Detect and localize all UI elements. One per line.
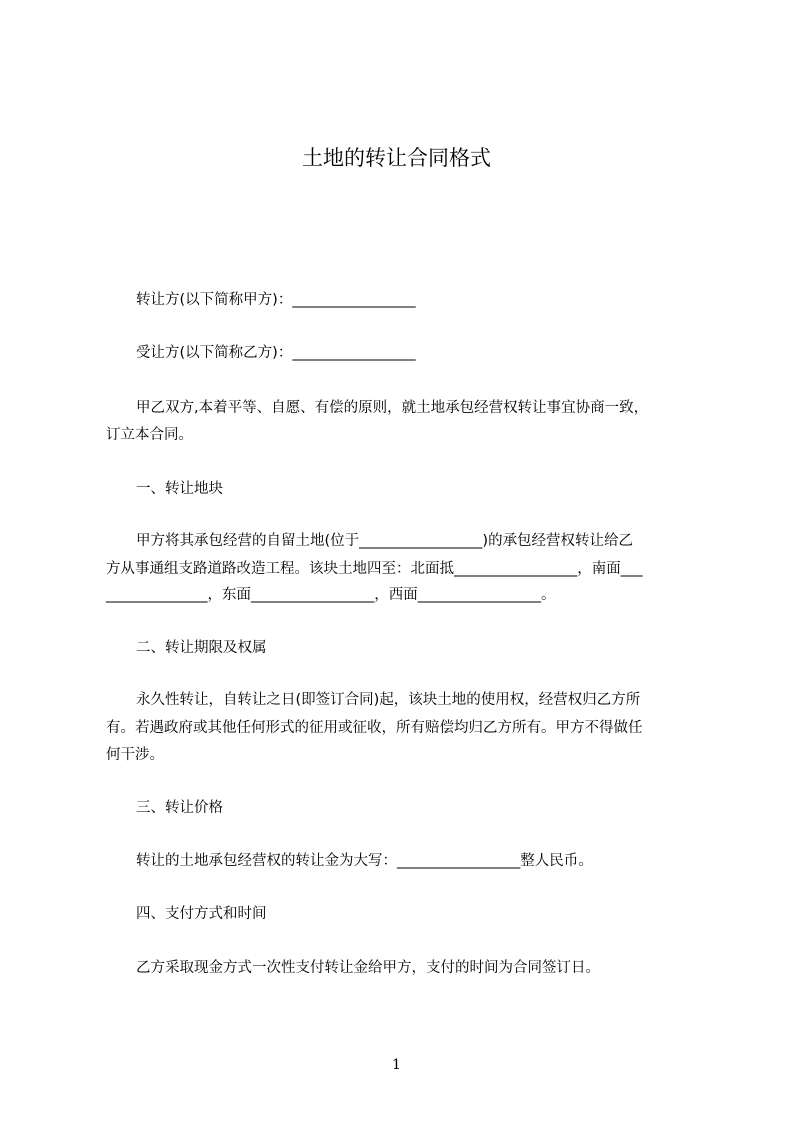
section1-line-2: 方从事通组支路道路改造工程。该块土地四至：北面抵_________________，南面___ xyxy=(106,561,643,577)
section1-line-1: 甲方将其承包经营的自留土地(位于_________________)的承包经营权转让给乙 xyxy=(136,533,634,549)
section3-line-1: 转让的土地承包经营权的转让金为大写：_________________整人民币。 xyxy=(136,853,593,869)
section-heading-3: 三、转让价格 xyxy=(136,800,223,816)
transferor-field: 转让方(以下简称甲方)：_________________ xyxy=(136,292,416,308)
section-heading-1: 一、转让地块 xyxy=(136,481,223,497)
section2-line-3: 何干涉。 xyxy=(106,747,164,763)
section-heading-2: 二、转让期限及权属 xyxy=(136,640,267,656)
section4-line-1: 乙方采取现金方式一次性支付转让金给甲方，支付的时间为合同签订日。 xyxy=(136,960,600,976)
document-title: 土地的转让合同格式 xyxy=(302,146,491,170)
section1-line-3: ______________，东面_________________，西面_________________。 xyxy=(106,587,556,603)
page-number: 1 xyxy=(392,1057,401,1073)
transferee-field: 受让方(以下简称乙方)：_________________ xyxy=(136,345,416,361)
section2-line-1: 永久性转让，自转让之日(即签订合同)起，该块土地的使用权，经营权归乙方所 xyxy=(136,692,641,708)
intro-line-2: 订立本合同。 xyxy=(106,427,193,443)
section-heading-4: 四、支付方式和时间 xyxy=(136,906,267,922)
section2-line-2: 有。若遇政府或其他任何形式的征用或征收，所有赔偿均归乙方所有。甲方不得做任 xyxy=(106,720,643,736)
intro-line-1: 甲乙双方,本着平等、自愿、有偿的原则，就土地承包经营权转让事宜协商一致， xyxy=(136,400,649,416)
